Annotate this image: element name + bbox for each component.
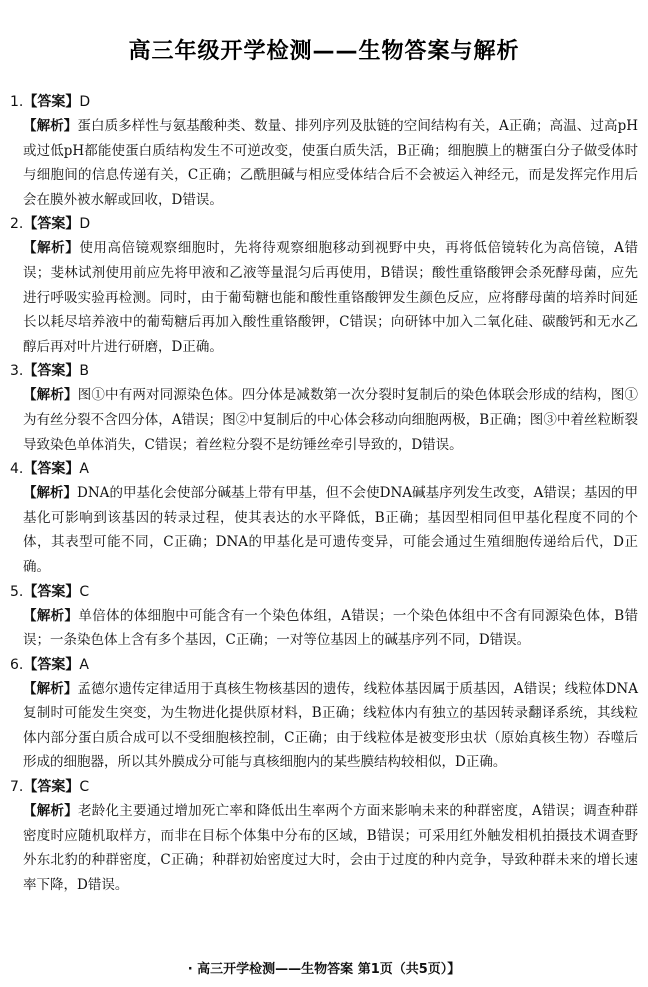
analysis-paragraph — [10, 383, 638, 457]
analysis-tag: 【解析】 — [23, 803, 79, 820]
answer-line — [10, 359, 638, 383]
question-number: 3. — [10, 363, 24, 380]
answer-list — [10, 90, 638, 897]
analysis-paragraph — [10, 677, 638, 775]
analysis-text: 使用高倍镜观察细胞时，先将待观察细胞移动到视野中央，再将低倍镜转化为高倍镜，A错误；斐林试剂使用前应先将甲液和乙液等量混匀后再使用，B错误；酸性重铬酸钾会杀死酵母菌，应先进行呼吸实验再检测。同时，由于葡萄糖也能和酸性重铬酸钾发生颜色反应，应将酵母菌的培养时间延长以耗尽培养液中的葡萄糖后再加入酸性重铬酸钾，C错误；向研钵中加入二氧化硅、碳酸钙和无水乙醇后再对叶片进行研磨，D正确。 — [23, 240, 639, 355]
answer-item — [10, 359, 638, 457]
answer-tag: 【答案】 — [23, 583, 80, 600]
analysis-tag: 【解析】 — [23, 485, 78, 502]
question-number: 1. — [10, 94, 24, 110]
page-footer: · 高三开学检测——生物答案 第1页（共5页）】 — [187, 962, 461, 977]
answer-value: D — [79, 94, 91, 110]
answer-value: C — [79, 779, 90, 796]
answer-value: A — [79, 461, 89, 478]
answer-line — [10, 775, 638, 799]
analysis-text: 老龄化主要通过增加死亡率和降低出生率两个方面来影响未来的种群密度，A错误；调查种群密度时应随机取样方，而非在目标个体集中分布的区域，B错误；可采用红外触发相机拍摄技术调查野外东北豹的种群密度，C正确；种群初始密度过大时，会由于过度的种内竞争，导致种群未来的增长速率下降，D错误。 — [23, 803, 639, 893]
analysis-text: 蛋白质多样性与氨基酸种类、数量、排列序列及肽链的空间结构有关，A正确；高温、过高pH或过低pH都能使蛋白质结构发生不可逆改变，使蛋白质失活，B正确；细胞膜上的糖蛋白分子做受体时与细胞间的信息传递有关，C正确；乙酰胆碱与相应受体结合后不会被运入神经元，而是发挥完作用后会在膜外被水解或回收，D错误。 — [23, 118, 639, 208]
answer-tag: 【答案】 — [23, 216, 80, 233]
analysis-text: 单倍体的体细胞中可能含有一个染色体组，A错误；一个染色体组中不含有同源染色体，B错误；一条染色体上含有多个基因，C正确；一对等位基因上的碱基序列不同，D错误。 — [23, 607, 639, 649]
answer-tag: 【答案】 — [23, 779, 80, 796]
answer-item — [10, 580, 638, 653]
analysis-paragraph — [10, 114, 638, 212]
answer-value: C — [79, 583, 90, 600]
answer-item — [10, 212, 638, 359]
answer-line — [10, 580, 638, 604]
question-number: 6. — [10, 656, 24, 673]
answer-line — [10, 90, 638, 114]
question-number: 2. — [10, 216, 24, 233]
answer-item — [10, 775, 638, 897]
answer-line — [10, 212, 638, 236]
analysis-tag: 【解析】 — [23, 240, 80, 257]
analysis-text: 孟德尔遗传定律适用于真核生物核基因的遗传，线粒体基因属于质基因，A错误；线粒体DNA复制时可能发生突变，为生物进化提供原材料，B正确；线粒体内有独立的基因转录翻译系统，其线粒体内部分蛋白质合成可以不受细胞核控制，C正确；由于线粒体是被变形虫状（原始真核生物）吞噬后形成的细胞器，所以其外膜成分可能与真核细胞内的某些膜结构较相似，D正确。 — [23, 680, 638, 771]
answer-line — [10, 653, 638, 677]
analysis-tag: 【解析】 — [23, 680, 78, 697]
analysis-paragraph — [10, 236, 638, 359]
analysis-paragraph — [10, 604, 638, 653]
answer-item — [10, 90, 638, 212]
page-title: 高三年级开学检测——生物答案与解析 — [128, 39, 520, 64]
answer-tag: 【答案】 — [23, 656, 80, 673]
analysis-text: 图①中有两对同源染色体。四分体是减数第一次分裂时复制后的染色体联会形成的结构，图①为有丝分裂不含四分体，A错误；图②中复制后的中心体会移动向细胞两极，B正确；图③中着丝粒断裂导致染色单体消失，C错误；着丝粒分裂不是纺锤丝牵引导致的，D错误。 — [23, 387, 639, 453]
answer-item — [10, 457, 638, 579]
question-number: 5. — [10, 583, 24, 600]
analysis-tag: 【解析】 — [23, 118, 78, 134]
answer-value: A — [79, 656, 89, 673]
answer-value: B — [79, 363, 89, 380]
analysis-tag: 【解析】 — [23, 387, 78, 404]
answer-tag: 【答案】 — [23, 94, 80, 110]
answer-tag: 【答案】 — [23, 461, 80, 478]
answer-line — [10, 457, 638, 481]
answer-item — [10, 653, 638, 775]
analysis-paragraph — [10, 799, 638, 897]
question-number: 7. — [10, 779, 24, 796]
analysis-text: DNA的甲基化会使部分碱基上带有甲基，但不会使DNA碱基序列发生改变，A错误；基因的甲基化可影响到该基因的转录过程，使其表达的水平降低，B正确；基因型相同但甲基化程度不同的个体，其表型可能不同，C正确；DNA的甲基化是可遗传变异，可能会通过生殖细胞传递给后代，D正确。 — [23, 485, 638, 575]
answer-tag: 【答案】 — [23, 363, 80, 380]
question-number: 4. — [10, 461, 24, 478]
analysis-tag: 【解析】 — [23, 607, 79, 624]
analysis-paragraph — [10, 481, 638, 579]
answer-value: D — [79, 216, 91, 233]
